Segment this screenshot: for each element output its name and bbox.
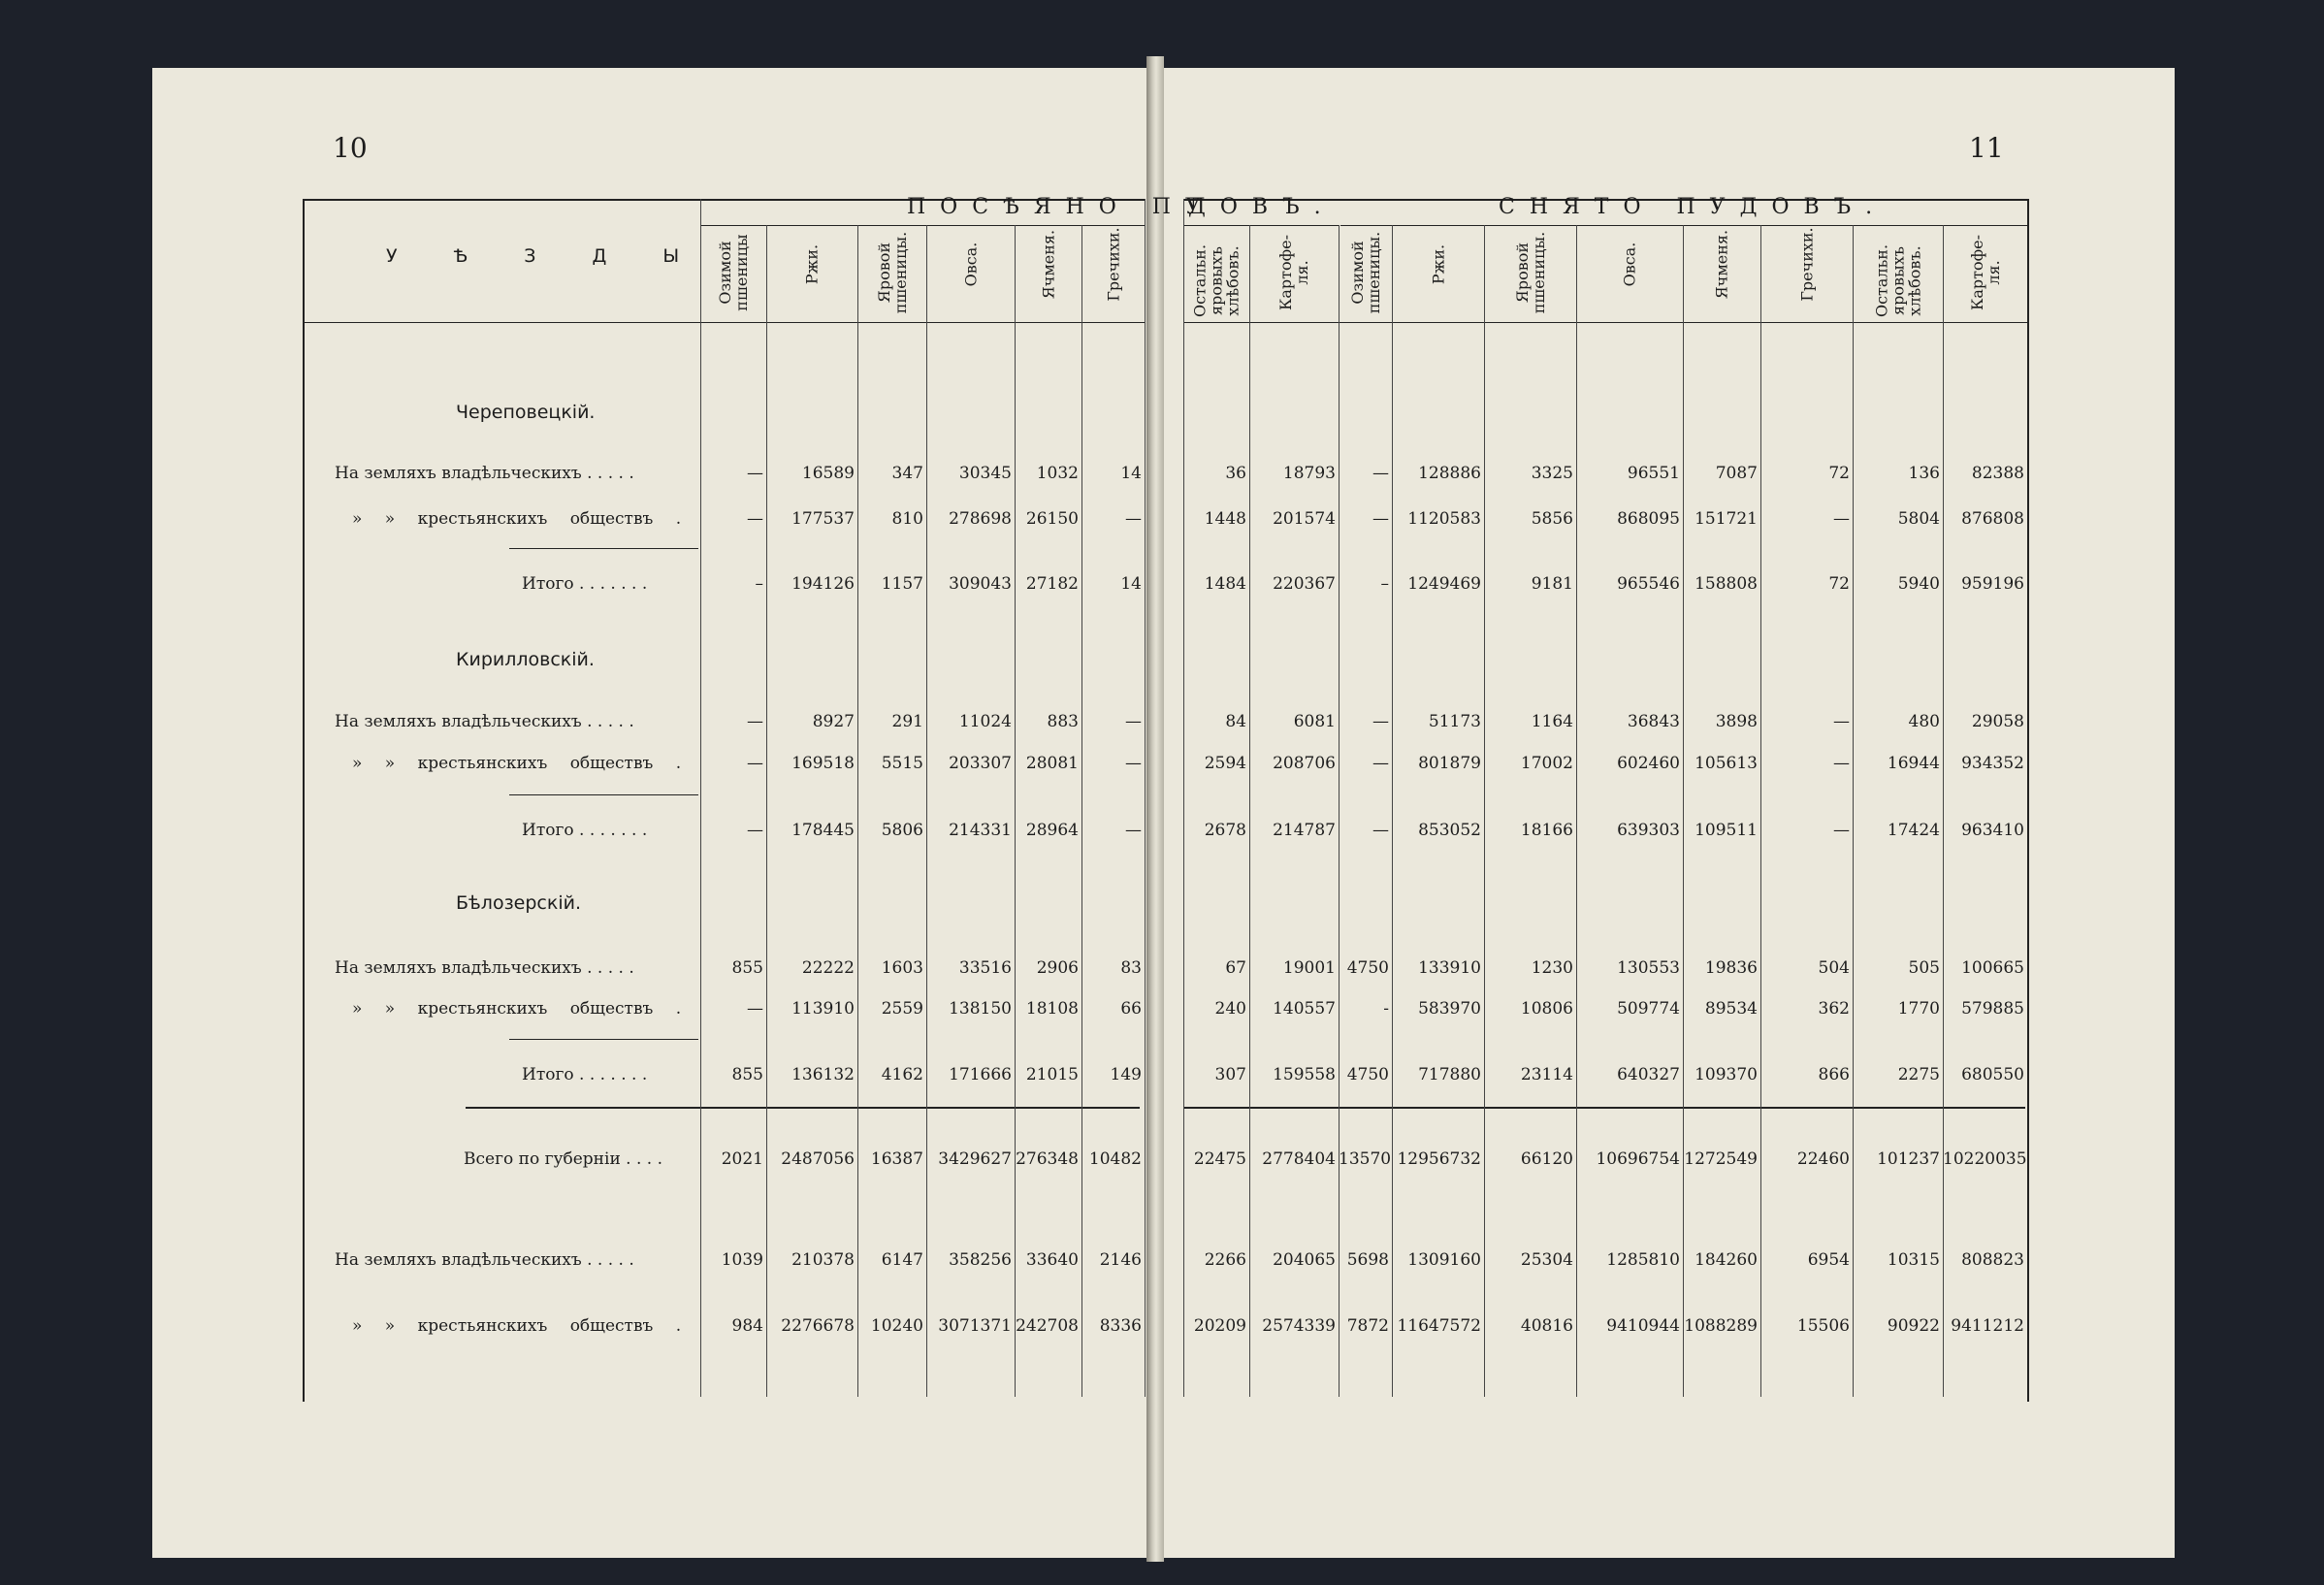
column-header: Остальн. яровыхъ хлѣбовъ. [1190,243,1243,318]
table-cell: 51173 [1428,712,1481,731]
column-divider [926,225,927,1397]
table-cell: 1230 [1531,958,1573,978]
row-label: На земляхъ владѣльческихъ . . . . . [335,712,634,731]
table-cell: 855 [731,1065,763,1084]
table-cell: 959196 [1961,574,2024,594]
table-cell: — [1372,464,1389,483]
column-divider [1484,225,1485,1397]
table-cell: 149 [1110,1065,1142,1084]
column-header: Ржи. [1429,243,1447,285]
table-cell: 583970 [1418,999,1481,1019]
table-cell: 159558 [1273,1065,1336,1084]
row-label: » » крестьянскихъ обществъ . [352,754,682,773]
table-cell: 866 [1818,1065,1850,1084]
table-cell: 19001 [1282,958,1336,978]
table-cell: 602460 [1617,754,1680,773]
table-cell: 810 [891,509,923,529]
table-cell: — [1125,712,1142,731]
table-cell: 1032 [1036,464,1079,483]
book-gutter [1146,56,1164,1562]
column-divider [766,225,767,1397]
column-header: Картофе- ля. [1967,234,2003,311]
table-cell: 2574339 [1262,1316,1336,1336]
column-header: Гречихи. [1797,227,1816,302]
table-cell: 276348 [1016,1149,1079,1169]
table-cell: 984 [731,1316,763,1336]
column-header: Ячменя. [1712,229,1731,300]
table-cell: 853052 [1418,821,1481,840]
column-divider [1015,225,1016,1397]
subtotal-rule [509,1039,698,1040]
table-cell: 3429627 [938,1149,1012,1169]
table-cell: 1603 [881,958,923,978]
table-cell: 18793 [1282,464,1336,483]
table-cell: — [1833,821,1850,840]
column-header: Овса. [1620,242,1639,287]
table-cell: 2778404 [1262,1149,1336,1169]
table-cell: 25304 [1520,1250,1573,1270]
table-cell: 5698 [1346,1250,1389,1270]
table-cell: 1088289 [1684,1316,1758,1336]
table-cell: — [1125,821,1142,840]
row-label: » » крестьянскихъ обществъ . [352,509,682,529]
table-cell: — [747,712,763,731]
table-cell: 15506 [1796,1316,1850,1336]
table-cell: 16589 [801,464,855,483]
column-divider [1145,199,1146,1397]
table-cell: 10696754 [1596,1149,1680,1169]
table-cell: — [747,464,763,483]
table-cell: — [1372,821,1389,840]
table-cell: 1285810 [1606,1250,1680,1270]
table-cell: 208706 [1273,754,1336,773]
table-cell: 307 [1214,1065,1246,1084]
table-cell: 2021 [721,1149,763,1169]
itogo-label: Итого . . . . . . . [522,1065,648,1084]
table-cell: 10315 [1887,1250,1940,1270]
table-cell: – [1380,574,1389,594]
row-label: » » крестьянскихъ обществъ . [352,999,682,1019]
column-divider [857,225,858,1397]
table-cell: 201574 [1273,509,1336,529]
table-cell: 105613 [1695,754,1758,773]
table-cell: 67 [1225,958,1246,978]
table-cell: 10806 [1520,999,1573,1019]
table-cell: 1157 [881,574,923,594]
table-cell: 140557 [1273,999,1336,1019]
column-divider [1183,199,1184,1397]
district-name: Кирилловскій. [456,649,595,670]
column-header: Ячменя. [1039,229,1057,300]
table-cell: 6081 [1293,712,1336,731]
table-cell: 14 [1120,464,1142,483]
table-cell: 579885 [1961,999,2024,1019]
table-cell: — [1372,754,1389,773]
table-cell: 2906 [1036,958,1079,978]
table-cell: 4162 [881,1065,923,1084]
table-cell: 3898 [1715,712,1758,731]
table-cell: 178445 [791,821,855,840]
table-cell: 9411212 [1951,1316,2024,1336]
table-cell: 639303 [1617,821,1680,840]
column-divider [1249,225,1250,1397]
subtotal-rule [509,548,698,549]
table-cell: 291 [891,712,923,731]
table-cell: — [1833,754,1850,773]
table-cell: 177537 [791,509,855,529]
column-divider [1392,225,1393,1397]
total-rule-left [466,1107,1140,1109]
table-cell: 855 [731,958,763,978]
table-cell: 5806 [881,821,923,840]
table-cell: 10220035 [1943,1149,2027,1169]
column-header: Гречихи. [1104,227,1122,302]
table-cell: 9181 [1531,574,1573,594]
table-cell: 6147 [881,1250,923,1270]
table-cell: 3071371 [938,1316,1012,1336]
table-cell: 130553 [1617,958,1680,978]
table-cell: 2266 [1204,1250,1246,1270]
column-header: Озимой пшеницы. [1347,231,1383,314]
table-cell: 21015 [1025,1065,1079,1084]
table-cell: 1309160 [1407,1250,1481,1270]
table-cell: 16387 [870,1149,923,1169]
table-cell: 7872 [1346,1316,1389,1336]
column-divider [1339,225,1340,1397]
table-cell: 33516 [958,958,1012,978]
table-cell: 26150 [1025,509,1079,529]
table-cell: 240 [1214,999,1246,1019]
table-cell: 66 [1120,999,1142,1019]
table-cell: 14 [1120,574,1142,594]
table-cell: — [747,754,763,773]
column-divider [1081,225,1082,1397]
table-cell: 100665 [1961,958,2024,978]
table-cell: 214787 [1273,821,1336,840]
table-cell: — [1372,509,1389,529]
column-divider [700,199,701,1397]
table-cell: 883 [1047,712,1079,731]
table-cell: 242708 [1016,1316,1079,1336]
table-cell: 101237 [1877,1149,1940,1169]
page-number-left: 10 [333,132,368,164]
posejano-rule-right [1183,225,1339,226]
table-cell: — [1372,712,1389,731]
table-cell: — [747,999,763,1019]
table-cell: 128886 [1418,464,1481,483]
table-cell: 72 [1828,574,1850,594]
header-rule-left [303,322,1145,323]
table-cell: 22222 [801,958,855,978]
table-cell: 1448 [1204,509,1246,529]
posejano-header-a: ПОСѢЯНО ПУ [907,195,1215,219]
column-header: Яровой пшеницы. [874,231,910,314]
column-header: Ржи. [802,243,822,285]
table-cell: 2678 [1204,821,1246,840]
table-cell: 2594 [1204,754,1246,773]
table-cell: 2559 [881,999,923,1019]
column-divider [1943,225,1944,1397]
table-cell: 717880 [1418,1065,1481,1084]
table-cell: — [747,821,763,840]
total-rule-right [1183,1107,2025,1109]
table-cell: 1120583 [1407,509,1481,529]
table-cell: 504 [1818,958,1850,978]
table-cell: 347 [891,464,923,483]
table-cell: 9410944 [1606,1316,1680,1336]
table-cell: 158808 [1695,574,1758,594]
table-cell: 20209 [1193,1316,1246,1336]
table-cell: 8336 [1099,1316,1142,1336]
column-header: Яровой пшеницы. [1512,231,1548,314]
table-cell: 19836 [1704,958,1758,978]
district-name: Череповецкій. [456,402,596,423]
table-cell: 29058 [1971,712,2024,731]
table-cell: 4750 [1346,1065,1389,1084]
table-cell: 40816 [1520,1316,1573,1336]
table-cell: 2275 [1897,1065,1940,1084]
table-cell: 10482 [1088,1149,1142,1169]
table-cell: — [1833,509,1850,529]
column-header: Картофе- ля. [1276,234,1311,311]
table-cell: 17424 [1887,821,1940,840]
district-name: Бѣлозерскій. [456,892,582,914]
table-cell: 876808 [1961,509,2024,529]
table-cell: 28081 [1025,754,1079,773]
row-label: На земляхъ владѣльческихъ . . . . . [335,958,634,978]
table-cell: 151721 [1695,509,1758,529]
itogo-label: Итого . . . . . . . [522,821,648,840]
table-cell: 66120 [1520,1149,1573,1169]
table-cell: – [755,574,763,594]
column-header: Остальн. яровыхъ хлѣбовъ. [1872,243,1923,318]
table-cell: 11647572 [1397,1316,1481,1336]
table-cell: — [1125,754,1142,773]
table-cell: 16944 [1887,754,1940,773]
table-cell: 220367 [1273,574,1336,594]
table-cell: 309043 [949,574,1012,594]
table-cell: 33640 [1025,1250,1079,1270]
table-cell: 11024 [958,712,1012,731]
table-cell: 210378 [791,1250,855,1270]
table-cell: 109370 [1695,1065,1758,1084]
table-cell: 1272549 [1684,1149,1758,1169]
table-cell: 362 [1818,999,1850,1019]
table-cell: 5940 [1897,574,1940,594]
table-cell: 23114 [1520,1065,1573,1084]
snyato-header: СНЯТО ПУДОВЪ. [1499,195,1888,219]
itogo-label: Итого . . . . . . . [522,574,648,594]
table-cell: 83 [1120,958,1142,978]
table-cell: 18166 [1520,821,1573,840]
table-cell: — [747,509,763,529]
table-cell: 82388 [1971,464,2024,483]
uezdy-header: У Ѣ З Д Ы [386,245,705,267]
table-cell: 2276678 [781,1316,855,1336]
table-cell: 1164 [1531,712,1573,731]
table-cell: 171666 [949,1065,1012,1084]
table-cell: 640327 [1617,1065,1680,1084]
column-header: Озимой пшеницы [716,234,751,311]
table-cell: 96551 [1627,464,1680,483]
table-cell: 133910 [1418,958,1481,978]
column-header: Овса. [961,242,980,287]
table-cell: 505 [1908,958,1940,978]
table-cell: 22475 [1193,1149,1246,1169]
table-cell: 4750 [1346,958,1389,978]
table-cell: 2487056 [781,1149,855,1169]
table-cell: 1770 [1897,999,1940,1019]
table-cell: 203307 [949,754,1012,773]
table-cell: 3325 [1531,464,1573,483]
table-cell: 89534 [1704,999,1758,1019]
table-cell: 5804 [1897,509,1940,529]
table-cell: 30345 [958,464,1012,483]
table-cell: 963410 [1961,821,2024,840]
table-cell: 868095 [1617,509,1680,529]
table-cell: 36 [1225,464,1246,483]
table-cell: 136 [1908,464,1940,483]
table-cell: 680550 [1961,1065,2024,1084]
table-cell: 36843 [1627,712,1680,731]
table-cell: 6954 [1807,1250,1850,1270]
table-cell: 8927 [812,712,855,731]
column-divider [1853,225,1854,1397]
row-label: » » крестьянскихъ обществъ . [352,1316,682,1336]
table-cell: 17002 [1520,754,1573,773]
posejano-header-b: ДОВЪ. [1188,195,1336,219]
table-cell: 480 [1908,712,1940,731]
table-cell: 801879 [1418,754,1481,773]
table-cell: 358256 [949,1250,1012,1270]
table-cell: 194126 [791,574,855,594]
table-cell: 113910 [791,999,855,1019]
table-cell: 1039 [721,1250,763,1270]
table-cell: 22460 [1796,1149,1850,1169]
table-cell: 13570 [1339,1149,1392,1169]
left-border [303,199,305,1402]
table-cell: — [1125,509,1142,529]
right-border [2027,199,2029,1402]
subtotal-rule [509,794,698,795]
table-cell: 1249469 [1407,574,1481,594]
table-cell: 10240 [870,1316,923,1336]
page-number-right: 11 [1969,132,2004,164]
column-divider [1576,225,1577,1397]
column-divider [1760,225,1761,1397]
table-cell: 27182 [1025,574,1079,594]
table-cell: 965546 [1617,574,1680,594]
table-cell: 28964 [1025,821,1079,840]
table-cell: 808823 [1961,1250,2024,1270]
table-cell: 136132 [791,1065,855,1084]
table-cell: — [1833,712,1850,731]
table-cell: 509774 [1617,999,1680,1019]
row-label: На земляхъ владѣльческихъ . . . . . [335,464,634,483]
column-divider [1683,225,1684,1397]
table-cell: 138150 [949,999,1012,1019]
table-cell: 278698 [949,509,1012,529]
table-cell: 1484 [1204,574,1246,594]
table-cell: - [1383,999,1389,1019]
table-cell: 84 [1225,712,1246,731]
total-label: Всего по губерніи . . . . [464,1149,663,1169]
row-label: На земляхъ владѣльческихъ . . . . . [335,1250,634,1270]
table-cell: 90922 [1887,1316,1940,1336]
table-cell: 214331 [949,821,1012,840]
table-cell: 12956732 [1397,1149,1481,1169]
table-cell: 7087 [1715,464,1758,483]
table-cell: 934352 [1961,754,2024,773]
table-cell: 5515 [881,754,923,773]
table-cell: 109511 [1695,821,1758,840]
table-cell: 2146 [1099,1250,1142,1270]
table-cell: 204065 [1273,1250,1336,1270]
table-cell: 18108 [1025,999,1079,1019]
table-cell: 5856 [1531,509,1573,529]
table-cell: 184260 [1695,1250,1758,1270]
table-cell: 169518 [791,754,855,773]
table-cell: 72 [1828,464,1850,483]
